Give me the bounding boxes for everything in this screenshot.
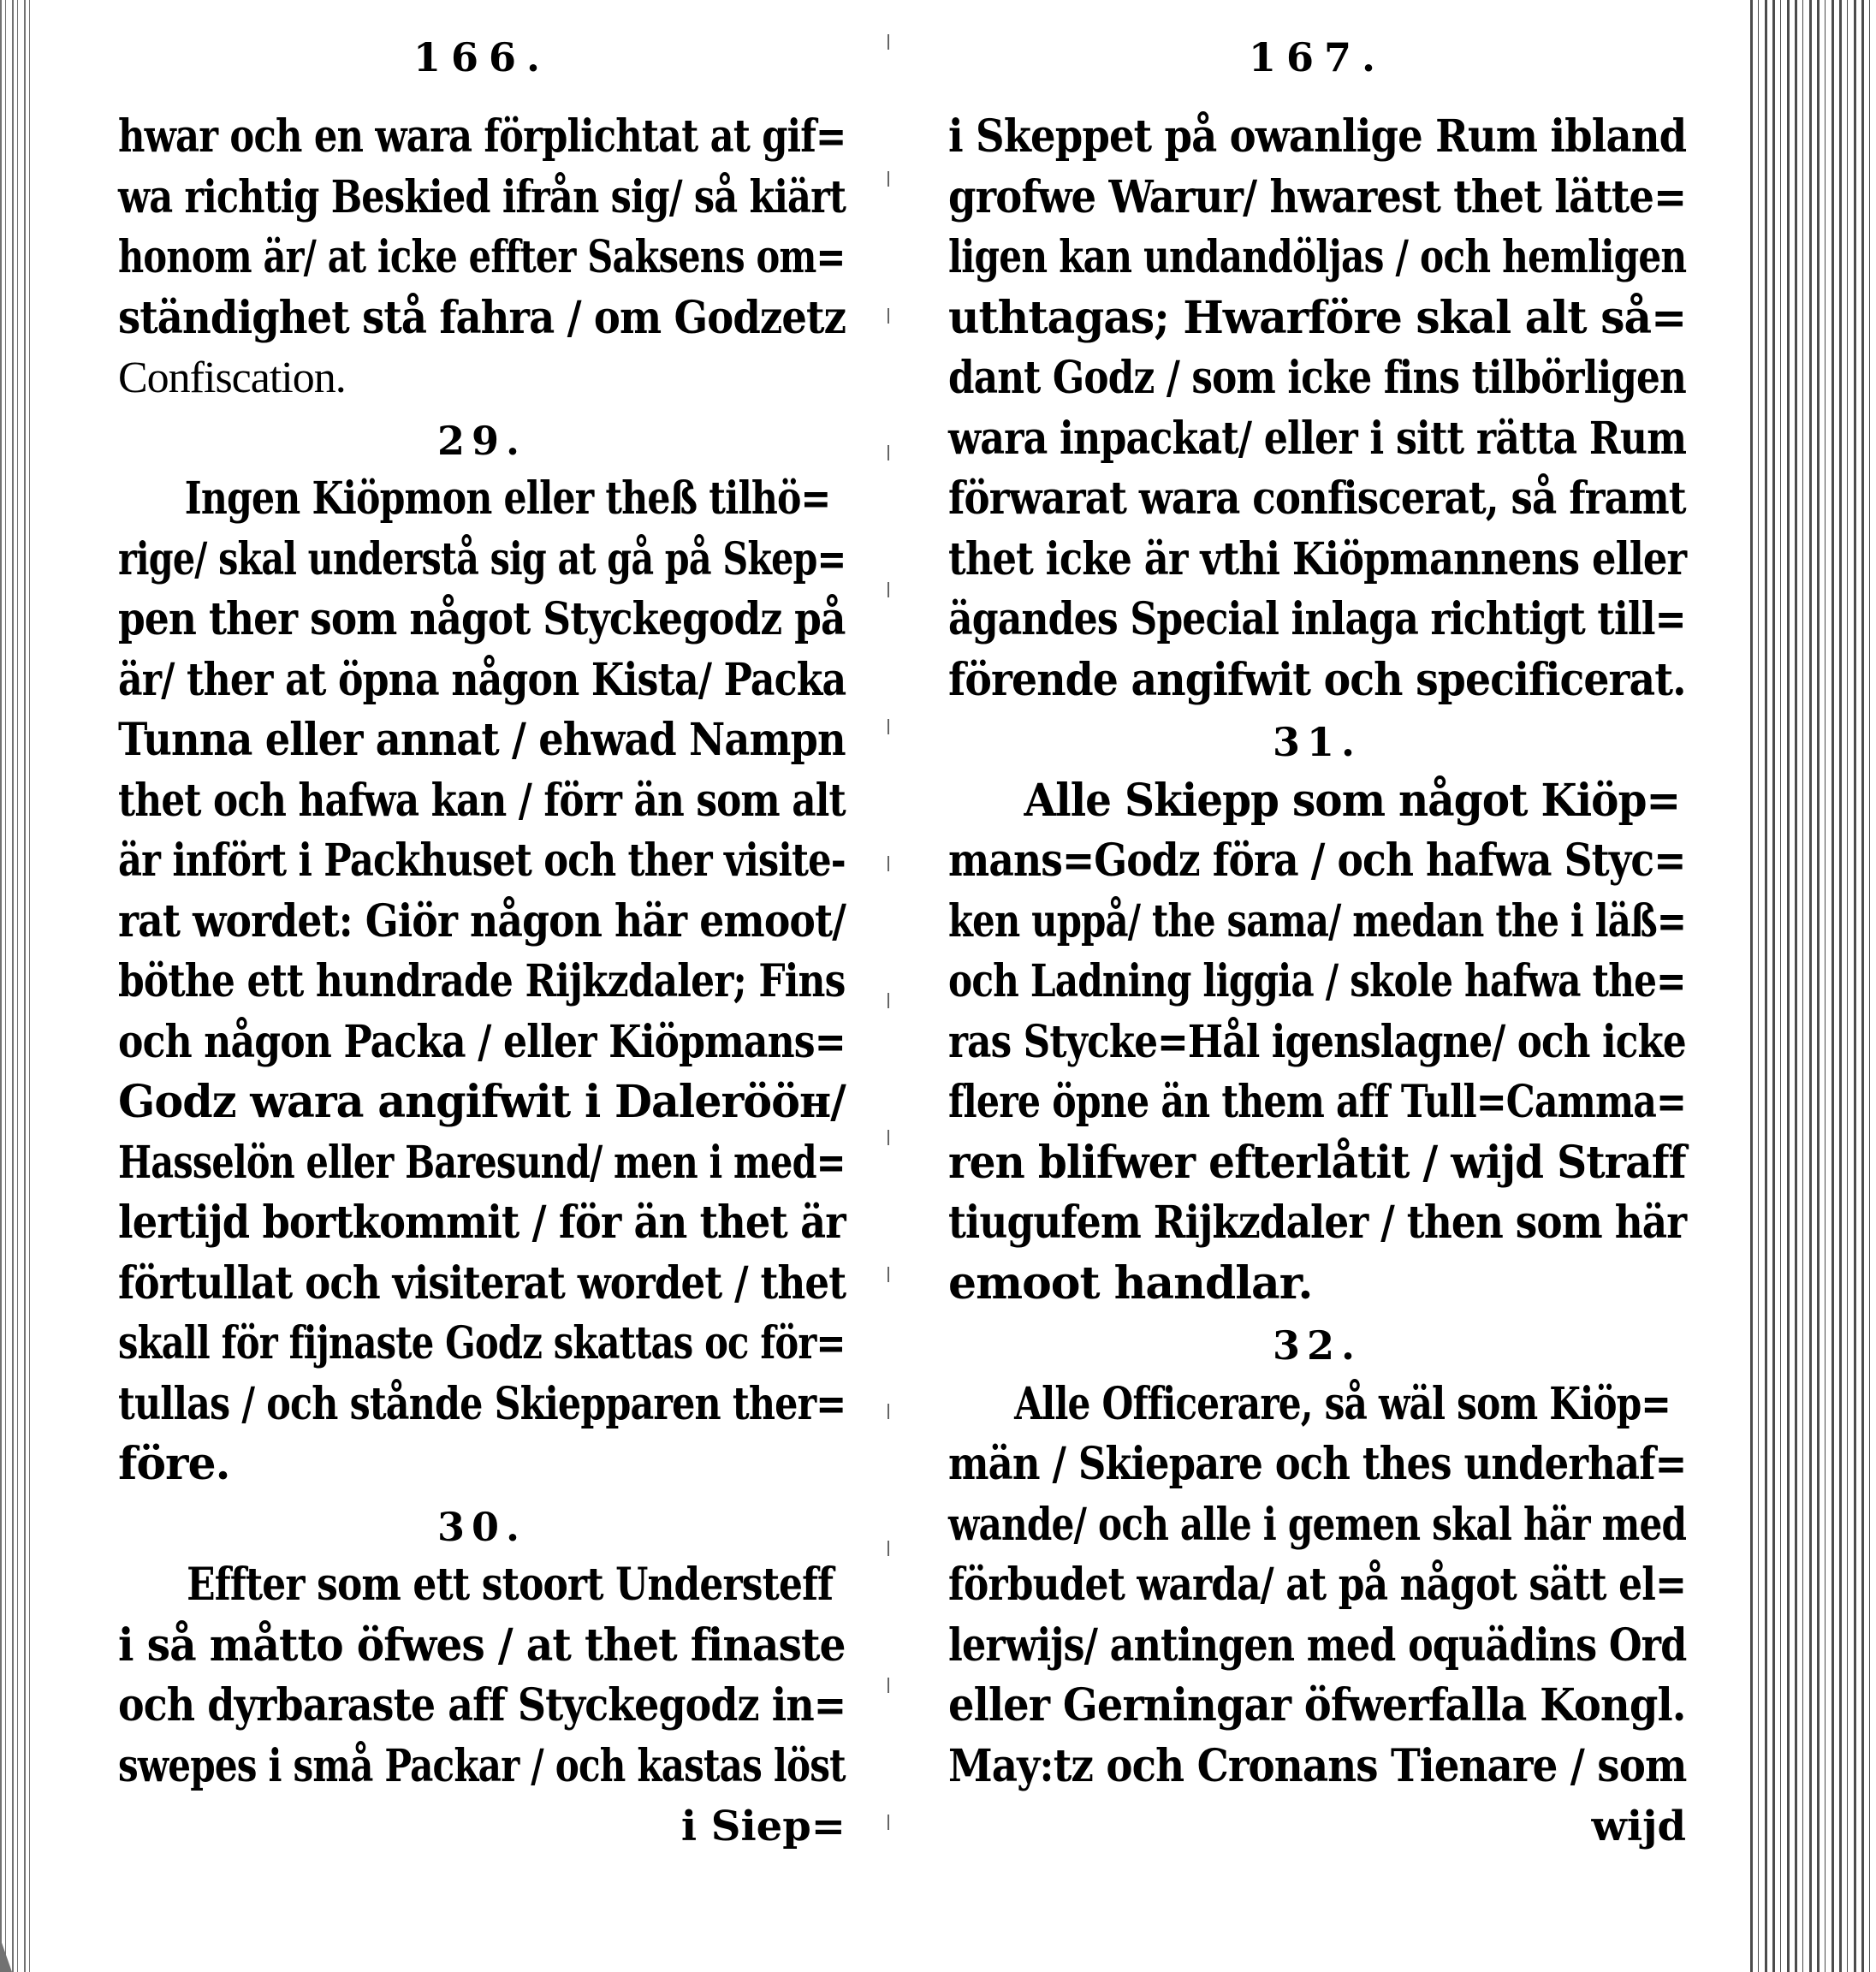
text-line: i så måtto öfwes / at thet finaste — [118, 1619, 846, 1672]
catchword: i Siep= — [680, 1803, 846, 1850]
section-number: 32. — [1272, 1322, 1362, 1369]
text-line: Alle Skiepp som något Kiöp= — [1024, 774, 1681, 827]
text-line: pen ther som något Styckegodz på — [118, 593, 846, 645]
text-line: förbudet warda/ at på något sätt el= — [948, 1559, 1687, 1611]
gutter-fold — [888, 34, 889, 1951]
text-line: skall för fijnaste Godz skattas oc för= — [118, 1317, 846, 1369]
text-line: Godz wara angifwit i Dalerööн/ — [118, 1076, 846, 1128]
page-number: 167. — [1248, 34, 1386, 80]
text-line: thet och hafwa kan / förr än som alt — [118, 774, 846, 827]
text-line: lertijd bortkommit / för än thet är — [118, 1197, 846, 1249]
text-line: förwarat wara confiscerat, så framt — [948, 472, 1686, 525]
text-line: eller Gerningar öfwerfalla Kongl. — [948, 1679, 1686, 1731]
text-line: tullas / och stånde Skiepparen ther= — [118, 1377, 846, 1430]
section-number: 30. — [436, 1503, 527, 1550]
text-line: och någon Packa / eller Kiöpmans= — [118, 1015, 846, 1068]
text-line: wande/ och alle i gemen skal här med — [948, 1498, 1687, 1551]
text-line: honom är/ at icke effter Saksens om= — [118, 231, 846, 283]
text-line: lerwijs/ antingen med oquädins Ord — [948, 1619, 1687, 1672]
text-line: Confiscation. — [118, 353, 346, 402]
text-line: böthe ett hundrade Rijkzdaler; Fins — [118, 955, 846, 1007]
section-number: 29. — [436, 417, 527, 464]
page-body — [118, 107, 846, 1856]
text-line: rat wordet: Giör någon här emoot/ — [118, 894, 846, 947]
text-line: thet icke är vthi Kiöpmannens eller — [948, 532, 1687, 585]
text-line: Effter som ett stoort Understeff — [187, 1559, 834, 1611]
text-line: förende angifwit och specificerat. — [948, 653, 1686, 706]
text-line: swepes i små Packar / och kastas löst — [118, 1739, 846, 1792]
text-line: ras Stycke=Hål igenslagne/ och icke — [948, 1015, 1686, 1068]
text-line: hwar och en wara förplichtat at gif= — [118, 110, 846, 163]
text-line: May:tz och Cronans Tienare / som — [948, 1739, 1687, 1792]
text-line: mans=Godz föra / och hafwa Styc= — [948, 835, 1686, 887]
text-line: är/ ther at öpna någon Kista/ Packa — [118, 653, 846, 706]
text-line: förtullat och visiterat wordet / thet — [118, 1256, 846, 1310]
text-line: Hasselön eller Baresund/ men i med= — [118, 1136, 846, 1189]
text-line: ren blifwer efterlåtit / wijd Straff — [948, 1136, 1686, 1189]
text-line: emoot handlar. — [948, 1256, 1313, 1310]
text-line: Tunna eller annat / ehwad Nampn — [118, 714, 846, 766]
right-page-edges — [1750, 0, 1876, 1972]
text-line: grofwe Warur/ hwarest thet lätte= — [948, 170, 1687, 223]
text-line: flere öpne än them aff Tull=Camma= — [948, 1076, 1686, 1128]
text-line: rige/ skal understå sig at gå på Skep= — [118, 532, 846, 585]
text-line: Ingen Kiöpmon eller theß tilhö= — [184, 472, 831, 525]
text-line: uthtagas; Hwarföre skal alt så= — [948, 291, 1687, 344]
text-line: i Skeppet på owanlige Rum ibland — [948, 110, 1687, 163]
text-line: ständighet stå fahra / om Godzetz — [118, 291, 846, 344]
section-number: 31. — [1272, 719, 1362, 765]
text-line: wa richtig Beskied ifrån sig/ så kiärt — [118, 170, 846, 223]
text-line: ken uppå/ the sama/ medan the i läß= — [948, 894, 1687, 947]
text-line: ägandes Special inlaga richtigt till= — [948, 593, 1686, 645]
text-line: Alle Officerare, så wäl som Kiöp= — [1014, 1377, 1671, 1430]
page-number: 166. — [413, 34, 551, 80]
text-line: ligen kan undandöljas / och hemligen — [948, 231, 1687, 283]
text-line: män / Skiepare och thes underhaf= — [948, 1438, 1687, 1490]
text-line: dant Godz / som icke fins tilbörligen — [948, 352, 1686, 404]
text-line: är infört i Packhuset och ther visite- — [118, 835, 846, 887]
text-line: före. — [118, 1438, 230, 1490]
left-page-edges — [0, 0, 31, 1972]
text-line: och Ladning liggia / skole hafwa the= — [948, 955, 1686, 1007]
catchword: wijd — [1591, 1803, 1686, 1850]
page-body — [948, 107, 1686, 1856]
text-line: och dyrbaraste aff Styckegodz in= — [118, 1679, 846, 1731]
text-line: tiugufem Rijkzdaler / then som här — [948, 1197, 1687, 1249]
text-line: wara inpackat/ eller i sitt rätta Rum — [948, 412, 1687, 465]
